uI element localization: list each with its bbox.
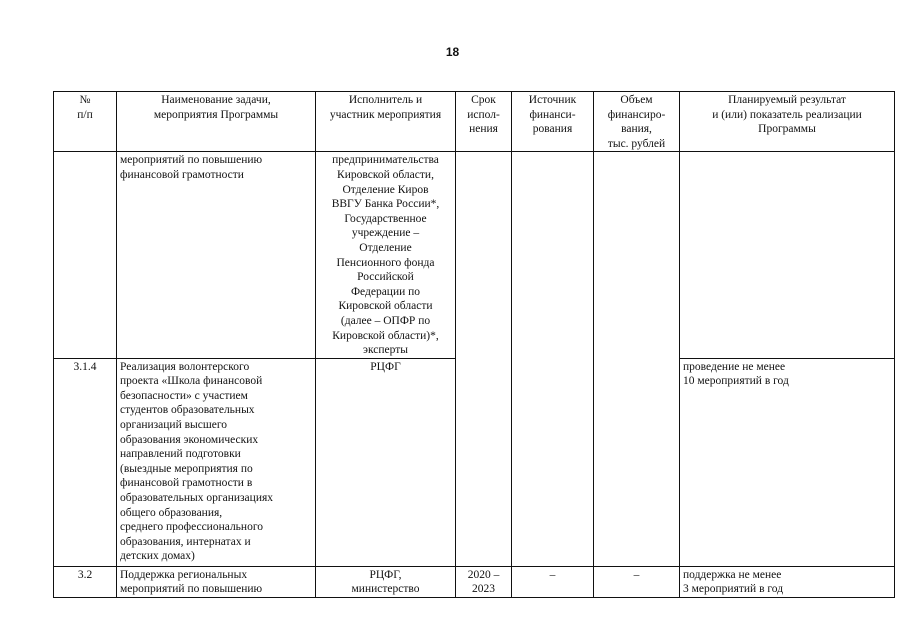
header-name: Наименование задачи, мероприятия Программы (117, 92, 316, 152)
header-number: № п/п (54, 92, 117, 152)
row-term (456, 152, 512, 566)
header-source: Источник финанси- рования (512, 92, 594, 152)
table-header-row (54, 92, 895, 152)
row-number: 3.1.4 (54, 358, 117, 566)
row-name: Реализация волонтерского проекта «Школа финансовой безопасности» с участием студентов образовательных организаций высшего образования экономических направлений подготовки (выездные мероприятия по финансовой грамотности в образовательных организациях общего образования, среднего профессионального образования, интернатах и детских домах) (117, 358, 316, 566)
program-table (53, 91, 895, 598)
row-source (512, 152, 594, 566)
row-number (54, 152, 117, 358)
row-executor: предпринимательства Кировской области, Отделение Киров ВВГУ Банка России*, Государственное учреждение – Отделение Пенсионного фонда Российской Федерации по Кировской области (далее – ОПФР по Кировской области)*, эксперты (316, 152, 456, 358)
row-name: мероприятий по повышению финансовой грамотности (117, 152, 316, 358)
row-number: 3.2 (54, 566, 117, 597)
row-volume: – (594, 566, 680, 597)
row-source: – (512, 566, 594, 597)
header-term: Срок испол- нения (456, 92, 512, 152)
row-executor: РЦФГ (316, 358, 456, 566)
header-result: Планируемый результат и (или) показатель реализации Программы (680, 92, 895, 152)
row-result (680, 152, 895, 358)
row-result: проведение не менее 10 мероприятий в год (680, 358, 895, 566)
row-result: поддержка не менее 3 мероприятий в год (680, 566, 895, 597)
row-name: Поддержка региональных мероприятий по повышению (117, 566, 316, 597)
page-number: 18 (445, 45, 460, 59)
row-term: 2020 – 2023 (456, 566, 512, 597)
header-executor: Исполнитель и участник мероприятия (316, 92, 456, 152)
row-volume (594, 152, 680, 566)
table-row (54, 152, 895, 358)
table-row (54, 566, 895, 597)
row-executor: РЦФГ, министерство (316, 566, 456, 597)
header-volume: Объем финансиро- вания, тыс. рублей (594, 92, 680, 152)
